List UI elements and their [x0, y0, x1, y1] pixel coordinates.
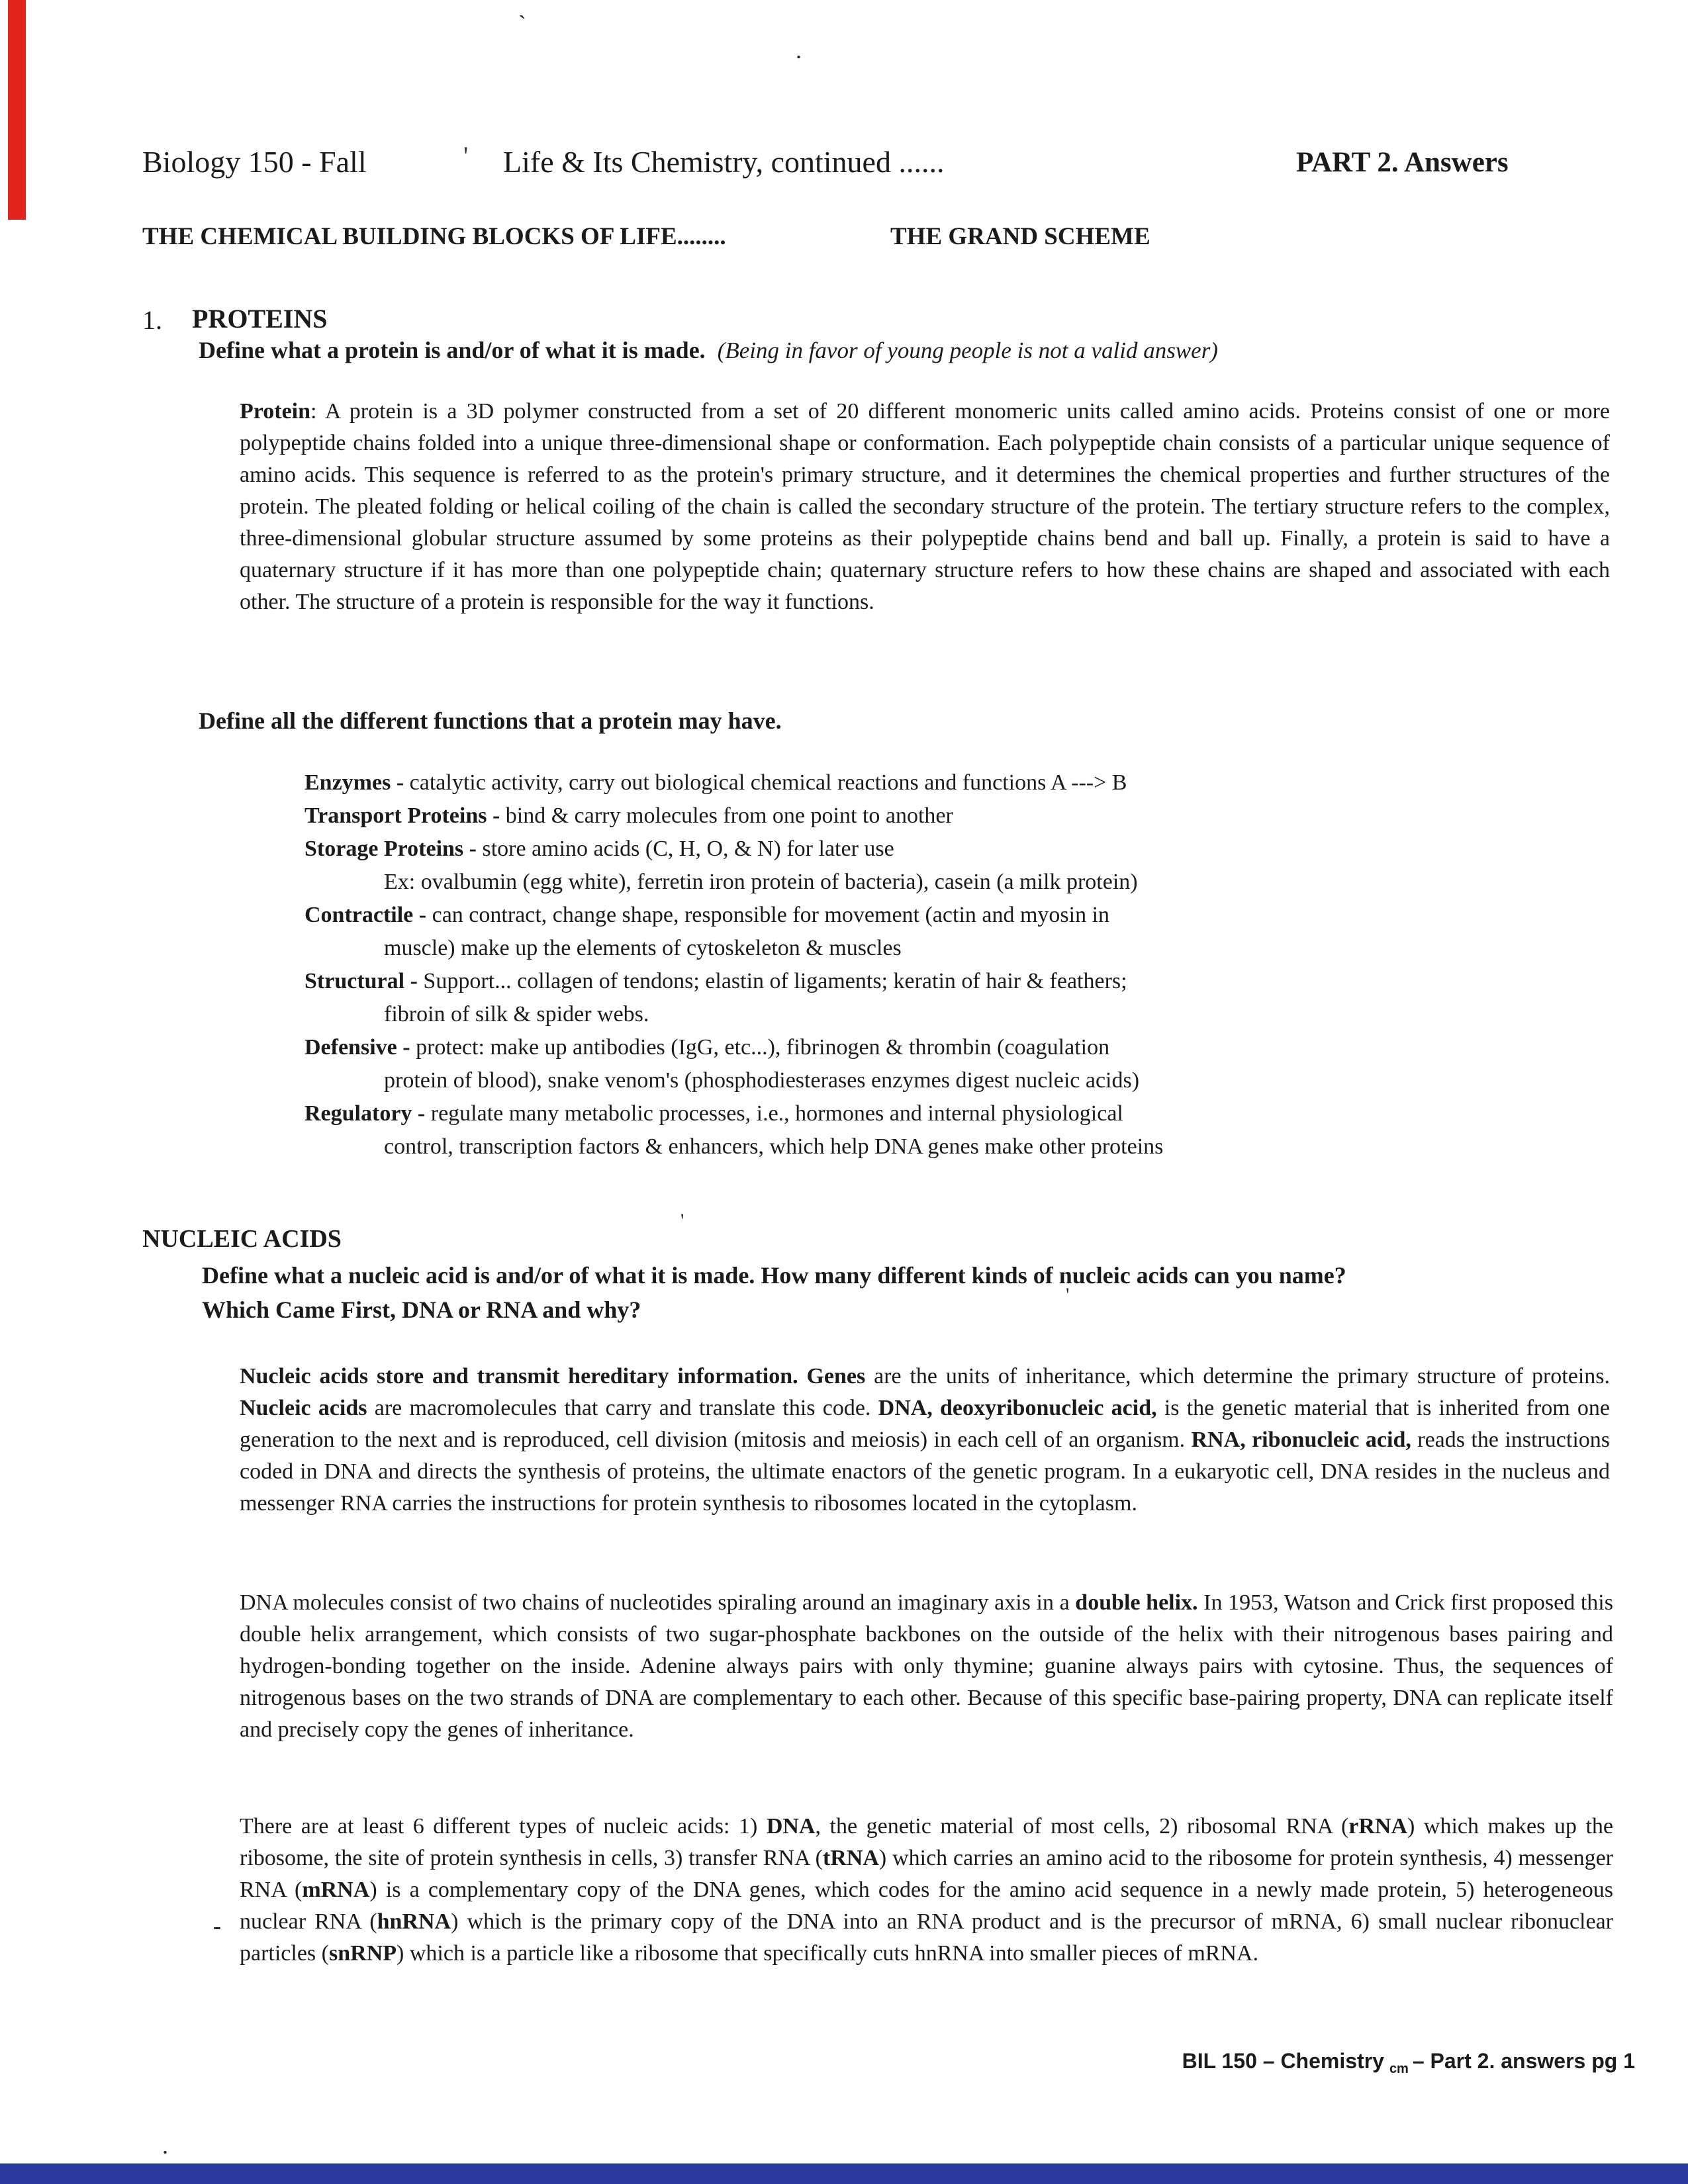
section-heading-nucleic-acids: NUCLEIC ACIDS [142, 1225, 342, 1253]
text-segment: tRNA [822, 1846, 879, 1870]
function-item: Structural - Support... collagen of tendons; elastin of ligaments; keratin of hair & feathers; [305, 969, 1127, 993]
function-item: Enzymes - catalytic activity, carry out biological chemical reactions and functions A ---> B [305, 770, 1127, 795]
function-item-continuation: fibroin of silk & spider webs. [384, 1002, 649, 1026]
function-term: Transport Proteins - [305, 803, 506, 828]
scan-mark: ' [680, 1210, 684, 1232]
page-footer [1182, 2049, 1635, 2077]
text-segment: , the genetic material of most cells, 2) ribosomal RNA ( [815, 1814, 1349, 1839]
text-segment: DNA molecules consist of two chains of nucleotides spiraling around an imaginary axis in a [240, 1590, 1076, 1615]
text-segment: hnRNA [377, 1909, 451, 1934]
text-segment: mRNA [302, 1878, 370, 1902]
scan-mark: ` [518, 11, 526, 37]
text-segment: reads the instructions coded in DNA and directs the synthesis of proteins, the ultimate enactors of the genetic program. In a eukaryotic cell, DNA resides in the nucleus and messenger RNA carries the instructions for protein synthesis to ribosomes located in the cytoplasm. [240, 1428, 1611, 1516]
scan-mark: - [213, 1913, 221, 1939]
footer-course-label: BIL 150 – Chemistry [1182, 2049, 1384, 2073]
function-item-continuation: protein of blood), snake venom's (phosphodiesterases enzymes digest nucleic acids) [384, 1068, 1140, 1093]
nucleic-acids-question-2: Which Came First, DNA or RNA and why? [202, 1297, 641, 1323]
text-segment: DNA, deoxyribonucleic acid, [878, 1396, 1157, 1420]
scan-mark-header-tick: ' [463, 141, 469, 171]
text-segment: are macromolecules that carry and translate this code. [367, 1396, 878, 1420]
function-item: Ex: ovalbumin (egg white), ferretin iron protein of bacteria), casein (a milk protein) [384, 870, 1138, 894]
function-item: Transport Proteins - bind & carry molecules from one point to another [305, 803, 953, 828]
text-segment: Protein [240, 399, 311, 424]
nucleic-acids-paragraph-2 [240, 1587, 1613, 1746]
function-term: Structural - [305, 969, 424, 993]
text-segment [798, 1364, 807, 1388]
function-item: Contractile - can contract, change shape, responsible for movement (actin and myosin in [305, 903, 1110, 927]
scan-artifact-blue-bar [0, 2163, 1688, 2184]
text-segment: ) is a complementary copy of the DNA genes, which codes for the amino acid sequence in a newly made protein, 5) heterogeneous nuclear RNA ( [240, 1878, 1613, 1934]
footer-page-label: – Part 2. answers pg 1 [1412, 2049, 1635, 2073]
text-segment: rRNA [1348, 1814, 1408, 1839]
function-term: Contractile - [305, 903, 432, 927]
subheader-building-blocks: THE CHEMICAL BUILDING BLOCKS OF LIFE........ [142, 223, 726, 250]
protein-definition-paragraph [240, 396, 1610, 618]
text-segment: is the genetic material that is inherited from one generation to the next and is reproduced, cell division (mitosis and meiosis) in each cell of an organism. [240, 1396, 1610, 1452]
function-item-continuation: muscle) make up the elements of cytoskeleton & muscles [384, 936, 902, 960]
proteins-question-1 [199, 336, 1218, 364]
scan-mark: . [162, 2132, 168, 2159]
section-heading-proteins: PROTEINS [192, 304, 328, 334]
text-segment: snRNP [329, 1941, 397, 1966]
proteins-question-1-note: (Being in favor of young people is not a valid answer) [717, 338, 1218, 363]
section-number-proteins: 1. [142, 305, 162, 335]
text-segment: are the units of inheritance, which determine the primary structure of proteins. [865, 1364, 1611, 1388]
function-item: Defensive - protect: make up antibodies (IgG, etc...), fibrinogen & thrombin (coagulation [305, 1035, 1110, 1060]
text-segment: There are at least 6 different types of nucleic acids: 1) [240, 1814, 767, 1839]
text-segment: ) which makes up the ribosome, the site of protein synthesis in cells, 3) transfer RNA ( [240, 1814, 1613, 1870]
text-segment: : A protein is a 3D polymer constructed from a set of 20 different monomeric units called amino acids. Proteins consist of one or more polypeptide chains folded into a unique three-dimensional shape or conformation. Each polypeptide chain consists of a particular unique sequence of amino acids. This sequence is referred to as the protein's primary structure, and it determines the chemical properties and further structures of the protein. The pleated folding or helical coiling of the chain is called the secondary structure of the protein. The tertiary structure refers to the complex, three-dimensional globular structure assumed by some proteins as their polypeptide chains bend and ball up. Finally, a protein is said to have a quaternary structure if it has more than one polypeptide chain; quaternary structure refers to how these chains are shaped and associated with each other. The structure of a protein is responsible for the way it functions. [240, 399, 1610, 614]
nucleic-acids-paragraph-3 [240, 1811, 1613, 1970]
proteins-question-2: Define all the different functions that a protein may have. [199, 707, 782, 734]
text-segment: Nucleic acids [240, 1396, 367, 1420]
function-term: Storage Proteins - [305, 837, 483, 861]
text-segment: ) which carries an amino acid to the ribosome for protein synthesis, 4) messenger RNA ( [240, 1846, 1613, 1902]
function-item-continuation: control, transcription factors & enhancers, which help DNA genes make other proteins [384, 1134, 1164, 1159]
scan-mark: ' [1066, 1284, 1070, 1306]
text-segment: RNA, ribonucleic acid, [1191, 1428, 1411, 1452]
function-term: Enzymes - [305, 770, 410, 795]
function-item: Regulatory - regulate many metabolic processes, i.e., hormones and internal physiological [305, 1101, 1123, 1126]
part-label: PART 2. Answers [1296, 147, 1509, 178]
function-item: Storage Proteins - store amino acids (C, H, O, & N) for later use [305, 837, 894, 861]
footer-subscript: cm [1389, 2062, 1409, 2077]
text-segment: ) which is a particle like a ribosome that specifically cuts hnRNA into smaller pieces of mRNA. [397, 1941, 1259, 1966]
scan-mark: . [796, 37, 802, 64]
scan-artifact-red-bar [8, 0, 26, 220]
subheader-grand-scheme: THE GRAND SCHEME [890, 223, 1150, 250]
text-segment: ) which is the primary copy of the DNA into an RNA product and is the precursor of mRNA, 6) small nuclear ribonuclear particles ( [240, 1909, 1613, 1966]
text-segment: Genes [806, 1364, 866, 1388]
course-title: Biology 150 - Fall [142, 145, 367, 179]
proteins-question-1-text: Define what a protein is and/or of what it is made. [199, 337, 706, 363]
text-segment: double helix. [1075, 1590, 1198, 1615]
nucleic-acids-paragraph-1 [240, 1361, 1610, 1520]
function-term: Defensive - [305, 1035, 416, 1060]
function-term: Regulatory - [305, 1101, 431, 1126]
text-segment: Nucleic acids store and transmit hereditary information. [240, 1364, 798, 1388]
document-title: Life & Its Chemistry, continued ...... [503, 145, 945, 179]
protein-functions-list [305, 766, 1430, 1163]
text-segment: DNA [766, 1814, 816, 1839]
nucleic-acids-question-1: Define what a nucleic acid is and/or of what it is made. How many different kinds of nucleic acids can you name? [202, 1262, 1346, 1289]
text-segment: In 1953, Watson and Crick first proposed this double helix arrangement, which consists of two sugar-phosphate backbones on the outside of the helix with their nitrogenous bases pairing and hydrogen-bonding together on the inside. Adenine always pairs with only thymine; guanine always pairs with cytosine. Thus, the sequences of nitrogenous bases on the two strands of DNA are complementary to each other. Because of this specific base-pairing property, DNA can replicate itself and precisely copy the genes of inheritance. [240, 1590, 1613, 1742]
